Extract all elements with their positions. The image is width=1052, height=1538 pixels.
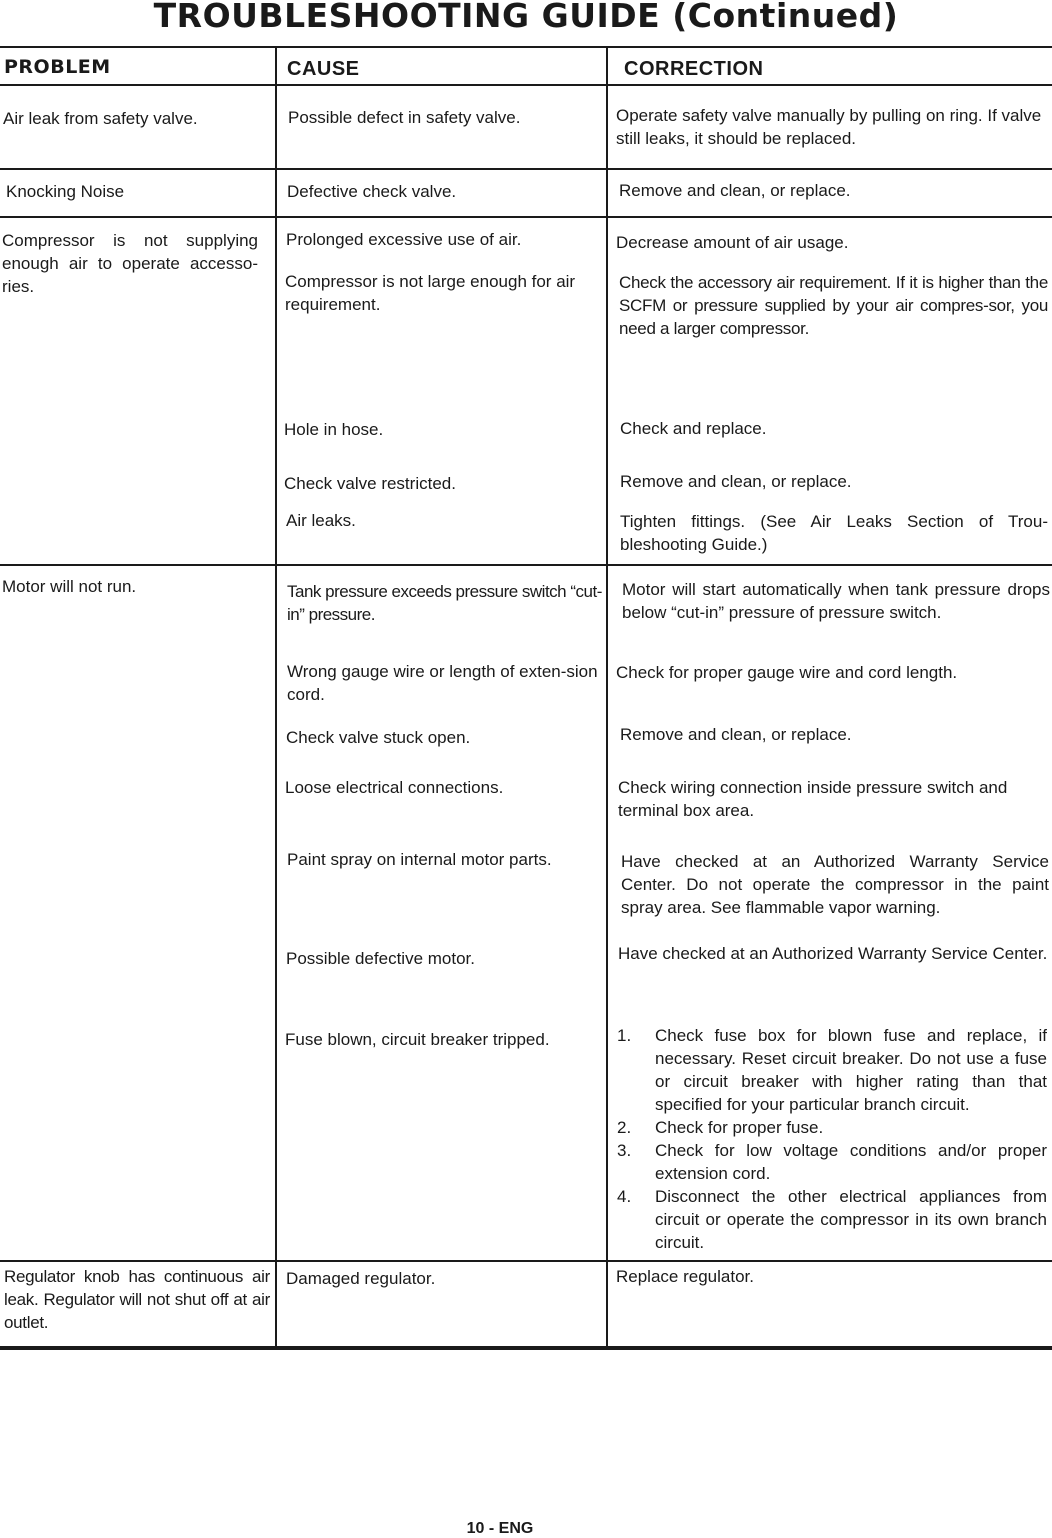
- header-bottom-rule: [0, 84, 1052, 86]
- cause-cell: Hole in hose.: [284, 420, 384, 439]
- problem-cell: Knocking Noise: [6, 182, 125, 201]
- row-divider: [0, 216, 1052, 218]
- problem-cell: Air leak from safety valve.: [3, 109, 198, 128]
- column-divider: [606, 46, 608, 1348]
- problem-cell: Compressor is not supplying enough air to operate accesso-ries.: [2, 231, 258, 296]
- problem-column-header: PROBLEM: [4, 56, 111, 78]
- cause-cell: Compressor is not large enough for air requirement.: [285, 272, 576, 314]
- cause-cell: Fuse blown, circuit breaker tripped.: [285, 1030, 550, 1049]
- cause-cell: Paint spray on internal motor parts.: [287, 850, 552, 869]
- cause-cell: Prolonged excessive use of air.: [286, 230, 522, 249]
- step-text: Disconnect the other electrical appliances from circuit or operate the compressor in its own branch circuit.: [655, 1187, 1047, 1252]
- table-bottom-rule: [0, 1346, 1052, 1350]
- cause-cell: Possible defect in safety valve.: [288, 108, 521, 127]
- correction-cell: Have checked at an Authorized Warranty Service Center.: [618, 944, 1048, 963]
- cause-cell: Wrong gauge wire or length of exten-sion cord.: [287, 662, 598, 704]
- cause-column-header: CAUSE: [287, 58, 360, 80]
- step-text: Check fuse box for blown fuse and replace, if necessary. Reset circuit breaker. Do not use a fuse or circuit breaker with higher rating than that specified for your particular branch circuit.: [655, 1026, 1047, 1114]
- header-top-rule: [0, 46, 1052, 48]
- cause-cell: Check valve restricted.: [284, 474, 456, 493]
- row-divider: [0, 564, 1052, 566]
- list-item: [617, 1139, 1047, 1185]
- step-number: 3.: [617, 1141, 632, 1160]
- page-number: 10 - ENG: [466, 1520, 534, 1537]
- problem-cell: Motor will not run.: [2, 577, 137, 596]
- correction-cell: Check the accessory air requirement. If it is higher than the SCFM or pressure supplied by your air compres-sor, you need a larger compressor.: [619, 273, 1048, 338]
- cause-cell: Air leaks.: [286, 511, 356, 530]
- correction-cell: Have checked at an Authorized Warranty Service Center. Do not operate the compressor in the paint spray area. See flammable vapor warning.: [621, 852, 1049, 917]
- list-item: [617, 1024, 1047, 1116]
- correction-cell: Remove and clean, or replace.: [620, 725, 852, 744]
- correction-cell: Check and replace.: [620, 419, 767, 438]
- correction-cell: Decrease amount of air usage.: [616, 233, 849, 252]
- correction-column-header: CORRECTION: [624, 58, 764, 80]
- cause-cell: Tank pressure exceeds pressure switch “cut-in” pressure.: [287, 582, 602, 624]
- fuse-correction-steps: [617, 1024, 1047, 1254]
- correction-cell: Remove and clean, or replace.: [620, 472, 852, 491]
- correction-cell: Motor will start automatically when tank pressure drops below “cut-in” pressure of pressure switch.: [622, 580, 1050, 622]
- step-text: Check for proper fuse.: [655, 1118, 824, 1137]
- row-divider: [0, 1260, 1052, 1262]
- cause-cell: Possible defective motor.: [286, 949, 475, 968]
- row-divider: [0, 168, 1052, 170]
- step-number: 2.: [617, 1118, 632, 1137]
- step-number: 4.: [617, 1187, 632, 1206]
- cause-cell: Defective check valve.: [287, 182, 457, 201]
- correction-cell: Remove and clean, or replace.: [619, 181, 851, 200]
- step-text: Check for low voltage conditions and/or proper extension cord.: [655, 1141, 1047, 1183]
- correction-cell: Check for proper gauge wire and cord length.: [616, 663, 958, 682]
- cause-cell: Damaged regulator.: [286, 1269, 436, 1288]
- column-divider: [275, 46, 277, 1348]
- step-number: 1.: [617, 1026, 632, 1045]
- list-item: [617, 1116, 1047, 1139]
- problem-cell: Regulator knob has continuous air leak. Regulator will not shut off at air outlet.: [4, 1267, 270, 1332]
- correction-cell: Operate safety valve manually by pulling on ring. If valve still leaks, it should be replaced.: [616, 106, 1042, 148]
- cause-cell: Loose electrical connections.: [285, 778, 504, 797]
- correction-cell: Replace regulator.: [616, 1267, 754, 1286]
- page-title: TROUBLESHOOTING GUIDE (Continued): [153, 0, 899, 35]
- list-item: [617, 1185, 1047, 1254]
- correction-cell: Tighten fittings. (See Air Leaks Section of Trou-bleshooting Guide.): [620, 512, 1048, 554]
- correction-cell: Check wiring connection inside pressure switch and terminal box area.: [618, 778, 1008, 820]
- cause-cell: Check valve stuck open.: [286, 728, 471, 747]
